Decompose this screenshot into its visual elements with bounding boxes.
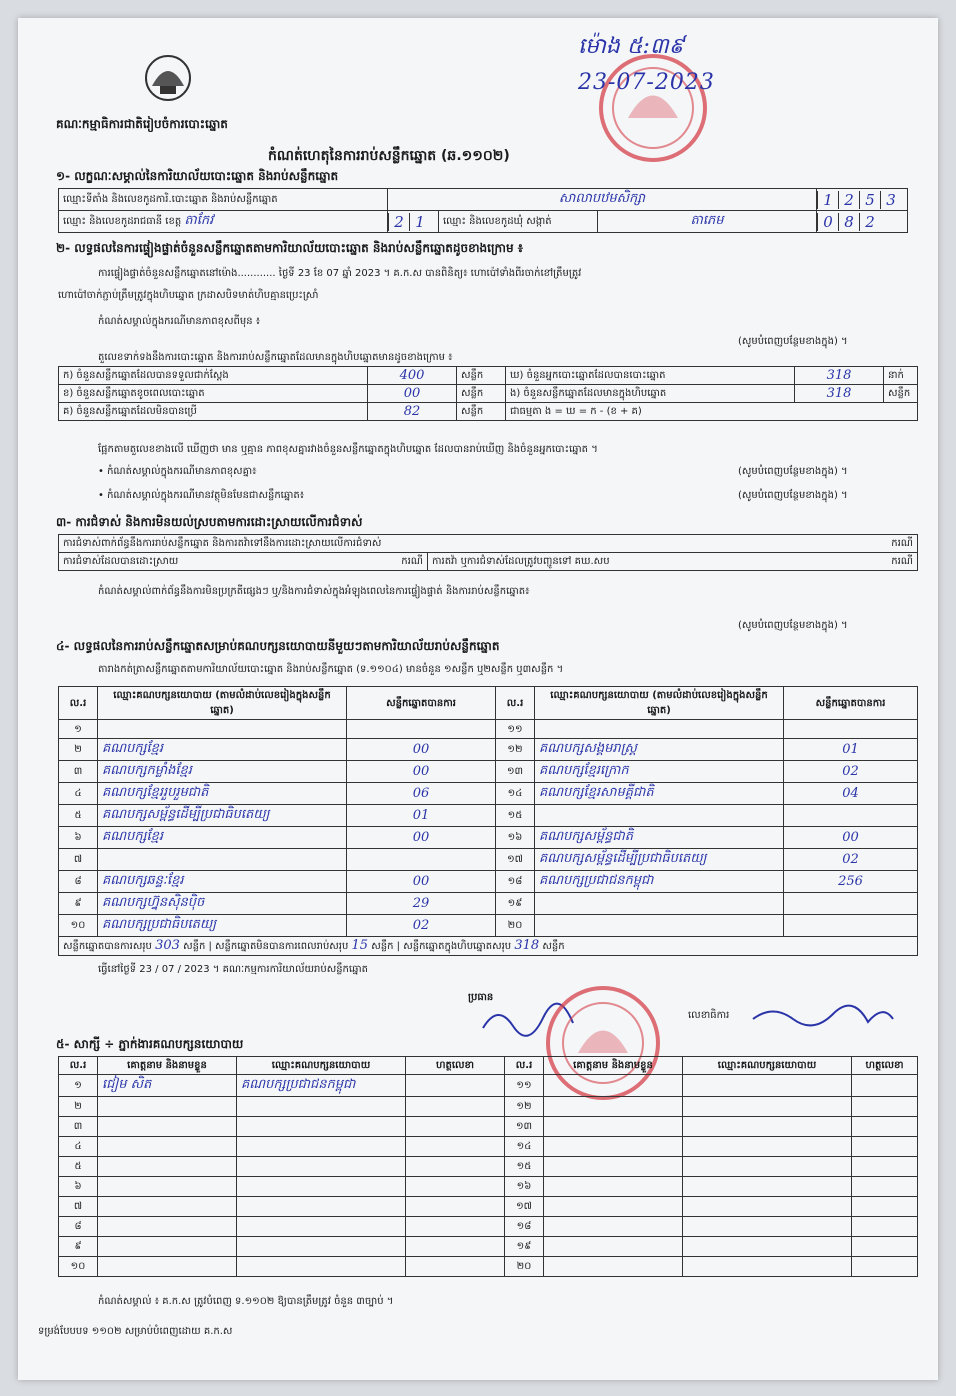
objection-row: ការជំទាស់ពាក់ព័ន្ធនឹងការរាប់សន្លឹកឆ្នោត និងការតវ៉ាទៅនឹងការដោះស្រាយលើការជំទាស់ ករណី bbox=[59, 535, 918, 553]
party-name: គណបក្សសម្ព័ន្ធជាតិ bbox=[535, 827, 784, 849]
table-row: ៦ គណបក្សខ្មែរ 00 ១៦ គណបក្សសម្ព័ន្ធជាតិ 00 bbox=[59, 827, 918, 849]
table-row: ៨ គណបក្សឆន្ទៈខ្មែរ 00 ១៨ គណបក្សប្រជាជនកម្ពុជា 256 bbox=[59, 871, 918, 893]
witness-signature bbox=[852, 1117, 918, 1137]
section3-note-hint: (សូមបំពេញបន្ថែមខាងក្នុង) ។ bbox=[738, 620, 848, 631]
witness-party bbox=[237, 1137, 406, 1157]
witness-signature bbox=[406, 1075, 505, 1097]
witness-party bbox=[683, 1217, 852, 1237]
party-name: គណបក្សកម្លាំងខ្មែរ bbox=[98, 761, 347, 783]
witness-name bbox=[98, 1197, 237, 1217]
witness-name bbox=[544, 1097, 683, 1117]
witness-name bbox=[544, 1117, 683, 1137]
witness-signature bbox=[852, 1237, 918, 1257]
section1-table bbox=[58, 188, 908, 233]
witness-party bbox=[683, 1237, 852, 1257]
province-code: 2 1 bbox=[388, 211, 439, 233]
party-votes: 02 bbox=[784, 849, 918, 871]
nec-logo-icon bbox=[138, 46, 198, 106]
witness-signature bbox=[406, 1157, 505, 1177]
table-row: ៣ គណបក្សកម្លាំងខ្មែរ 00 ១៣ គណបក្សខ្មែរក្រោក 02 bbox=[59, 761, 918, 783]
party-votes bbox=[347, 849, 496, 871]
section2-line1: ការផ្ទៀងផ្ទាត់ចំនួនសន្លឹកឆ្នោតនៅម៉ោង............ ថ្ងៃទី 23 ខែ 07 ឆ្នាំ 2023 ។ គ.ក.ស បានពិនិត្យ៖ ហោប៉ៅទាំងពីរចាក់ខៅត្រឹមត្រូវ bbox=[98, 268, 582, 279]
witness-name bbox=[544, 1157, 683, 1177]
section5-title: ៥- សាក្សី ÷ ភ្នាក់ងារគណបក្សនយោបាយ bbox=[56, 1037, 244, 1051]
party-votes: 01 bbox=[784, 739, 918, 761]
witness-party bbox=[237, 1157, 406, 1177]
party-name: គណបក្សខ្មែរក្រោក bbox=[535, 761, 784, 783]
party-name bbox=[98, 849, 347, 871]
witness-party bbox=[237, 1237, 406, 1257]
total-invalid-value: 15 bbox=[351, 938, 369, 953]
section3-table bbox=[58, 534, 918, 571]
witness-table: ល.រ គោត្តនាម និងនាមខ្លួន ឈ្មោះគណបក្សនយោបាយ ហត្ថលេខា ល.រ គោត្តនាម និងនាមខ្លួន ឈ្មោះគណបក្សនយោបាយ ហត្ថលេខា ១ ជៀម សិត គណបក្សប្រជាជនកម្ពុជា ១១ ២ ១២ ៣ ១៣ ៤ ១៤ ៥ ១៥ ៦ ១៦ ៧ ១៧ ៨ ១៨ ៩ ១៩ ១០ ២០ bbox=[58, 1056, 918, 1277]
section1-title: ១- លក្ខណៈសម្គាល់នៃការិយាល័យបោះឆ្នោត និងរាប់សន្លឹកឆ្នោត bbox=[56, 169, 339, 183]
counts-table bbox=[58, 366, 918, 421]
table-row: ៨ ១៨ bbox=[59, 1217, 918, 1237]
party-votes: 29 bbox=[347, 893, 496, 915]
table-row: ៣ ១៣ bbox=[59, 1117, 918, 1137]
section2-intro: តួលេខទាក់ទងនឹងការបោះឆ្នោត និងការរាប់សន្លឹកឆ្នោតដែលមានក្នុងហិបឆ្នោតមានដូចខាងក្រោម ៖ bbox=[98, 352, 453, 363]
witness-party bbox=[237, 1177, 406, 1197]
party-votes bbox=[784, 915, 918, 937]
party-name: គណបក្សហ្វ៊ុនស៊ិនប៉ិច bbox=[98, 893, 347, 915]
bottom-note: ទម្រង់បែបបទ ១១០២ សម្រាប់បំពេញដោយ គ.ក.ស bbox=[38, 1326, 233, 1337]
province-value: តាកែវ bbox=[184, 213, 214, 228]
table-row: ៤ គណបក្សខ្មែររួបរួមជាតិ 06 ១៤ គណបក្សខ្មែរសាមគ្គីជាតិ 04 bbox=[59, 783, 918, 805]
party-votes: 00 bbox=[347, 739, 496, 761]
secretary-signature-icon bbox=[748, 994, 898, 1034]
party-name bbox=[535, 893, 784, 915]
party-name: គណបក្សសង្គមរាស្ត្រ bbox=[535, 739, 784, 761]
commune-code: 0 8 2 bbox=[817, 211, 908, 233]
table-row: ៩ ១៩ bbox=[59, 1237, 918, 1257]
witness-signature bbox=[852, 1157, 918, 1177]
witness-party bbox=[683, 1075, 852, 1097]
witness-signature bbox=[852, 1075, 918, 1097]
total-valid-value: 303 bbox=[155, 938, 180, 953]
party-votes: 04 bbox=[784, 783, 918, 805]
province-label: ឈ្មោះ និងលេខកូដរាជធានី ខេត្ត តាកែវ bbox=[59, 211, 388, 233]
party-votes: 256 bbox=[784, 871, 918, 893]
witness-signature bbox=[406, 1237, 505, 1257]
party-votes: 00 bbox=[784, 827, 918, 849]
form-title: កំណត់ហេតុនៃការរាប់សន្លឹកឆ្នោត (ឆ.១១០២) bbox=[268, 148, 510, 164]
section2-bullet1-hint: (សូមបំពេញបន្ថែមខាងក្នុង) ។ bbox=[738, 466, 848, 477]
counts-row: ក) ចំនួនសន្លឹកឆ្នោតដែលបានទទួលជាក់ស្តែង 400 សន្លឹក ឃ) ចំនួនអ្នកបោះឆ្នោតដែលបានបោះឆ្នោត 318 នាក់ bbox=[59, 367, 918, 385]
witness-party bbox=[683, 1197, 852, 1217]
party-name bbox=[535, 805, 784, 827]
party-name bbox=[535, 915, 784, 937]
section3-note: កំណត់សម្គាល់ពាក់ព័ន្ធនឹងការមិនប្រក្រតីផ្សេងៗ ឬ/និងការជំទាស់ក្នុងអំឡុងពេលនៃការផ្ទៀងផ្ទាត់ និងការរាប់សន្លឹកឆ្នោត៖ bbox=[98, 586, 530, 597]
witness-name bbox=[98, 1177, 237, 1197]
results-body bbox=[59, 720, 918, 937]
table-row: ៩ គណបក្សហ្វ៊ុនស៊ិនប៉ិច 29 ១៩ bbox=[59, 893, 918, 915]
table-row: ៧ ១៧ គណបក្សសម្ព័ន្ធដើម្បីប្រជាធិបតេយ្យ 02 bbox=[59, 849, 918, 871]
section4-intro: តារាងកត់ត្រាសន្លឹកឆ្នោតតាមការិយាល័យបោះឆ្នោត និងរាប់សន្លឹកឆ្នោត (ទ.១១០៤) មានចំនួន ១សន្លឹក ឬ២សន្លឹក ឬ៣សន្លឹក ។ bbox=[98, 664, 564, 675]
table-row: ១ ជៀម សិត គណបក្សប្រជាជនកម្ពុជា ១១ bbox=[59, 1075, 918, 1097]
totals-row: សន្លឹកឆ្នោតបានការសរុប 303 សន្លឹក | សន្លឹកឆ្នោតមិនបានការពេលរាប់សរុប 15 សន្លឹក | សន្លឹកឆ្នោតក្នុងហិបឆ្នោតសរុប 318 សន្លឹក bbox=[59, 937, 918, 956]
results-table: ល.រ ឈ្មោះគណបក្សនយោបាយ (តាមលំដាប់លេខរៀងក្នុងសន្លឹកឆ្នោត) សន្លឹកឆ្នោតបានការ ល.រ ឈ្មោះគណបក្សនយោបាយ (តាមលំដាប់លេខរៀងក្នុងសន្លឹកឆ្នោត) សន្លឹកឆ្នោតបានការ ១ ១១ ២ គណបក្សខ្មែរ 00 ១២ គណបក្សសង្គមរាស្ត្រ 01 ៣ គណបក្សកម្លាំងខ្មែរ 00 ១៣ គណបក្សខ្មែរក្រោក 02 ៤ គណបក្សខ្មែររួបរួមជាតិ 06 ១៤ គណបក្សខ្មែរសាមគ្គីជាតិ 04 ៥ គណបក្សសម្ព័ន្ធដើម្បីប្រជាធិបតេយ្យ 01 ១៥ ៦ គណបក្សខ្មែរ 00 ១៦ គណបក្សសម្ព័ន្ធជាតិ 00 ៧ ១៧ គណបក្សសម្ព័ន្ធដើម្បីប្រជាធិបតេយ្យ 02 ៨ គណបក្សឆន្ទៈខ្មែរ 00 ១៨ គណបក្សប្រជាជនកម្ពុជា 256 ៩ គណបក្សហ្វ៊ុនស៊ិនប៉ិច 29 ១៩ ១០ គណបក្សប្រជាធិបតេយ្យ 02 ២០ សន្លឹកឆ្នោតបានការសរុប 303 សន្លឹក | សន្លឹកឆ្នោតមិនបានការពេលរាប់សរុប 15 សន្លឹក | សន្លឹកឆ្នោតក្នុងហិបឆ្នោតសរុប 318 សន្លឹក bbox=[58, 686, 918, 956]
handwritten-date: 23-07-2023 bbox=[578, 70, 715, 95]
location-label: ឈ្មោះទីតាំង និងលេខកូដការិ.បោះឆ្នោត និងរាប់សន្លឹកឆ្នោត bbox=[59, 189, 388, 211]
witness-name bbox=[98, 1097, 237, 1117]
party-name: គណបក្សខ្មែរសាមគ្គីជាតិ bbox=[535, 783, 784, 805]
table-row: ៦ ១៦ bbox=[59, 1177, 918, 1197]
witness-party bbox=[683, 1177, 852, 1197]
table-row: ៧ ១៧ bbox=[59, 1197, 918, 1217]
witness-name bbox=[544, 1177, 683, 1197]
witness-party bbox=[683, 1137, 852, 1157]
party-votes: 00 bbox=[347, 827, 496, 849]
section2-note-hint: (សូមបំពេញបន្ថែមខាងក្នុង) ។ bbox=[738, 336, 848, 347]
witness-name bbox=[98, 1137, 237, 1157]
witness-party bbox=[683, 1157, 852, 1177]
witness-party bbox=[237, 1117, 406, 1137]
section2-bullet1: • កំណត់សម្គាល់ក្នុងករណីមានភាពខុសគ្នា៖ bbox=[98, 466, 257, 477]
forwarded-objection: ការតវ៉ា ឬការជំទាស់ដែលត្រូវបញ្ជូនទៅ គឃ.សប ករណី bbox=[428, 553, 918, 571]
commune-label: ឈ្មោះ និងលេខកូដឃុំ សង្កាត់ bbox=[439, 211, 598, 233]
party-name: គណបក្សសម្ព័ន្ធដើម្បីប្រជាធិបតេយ្យ bbox=[98, 805, 347, 827]
witness-party bbox=[237, 1197, 406, 1217]
table-row: ២ ១២ bbox=[59, 1097, 918, 1117]
section2-title: ២- លទ្ធផលនៃការផ្ទៀងផ្ទាត់ចំនួនសន្លឹកឆ្នោតតាមការិយាល័យបោះឆ្នោត និងរាប់សន្លឹកឆ្នោតដូចខាងក្រោម ៖ bbox=[56, 241, 524, 255]
table-row: ២ គណបក្សខ្មែរ 00 ១២ គណបក្សសង្គមរាស្ត្រ 01 bbox=[59, 739, 918, 761]
location-code: 1 2 5 3 bbox=[817, 189, 908, 211]
document-page bbox=[18, 18, 938, 1380]
party-votes: 02 bbox=[347, 915, 496, 937]
table-row: ៤ ១៤ bbox=[59, 1137, 918, 1157]
unused-ballots-value: 82 bbox=[368, 403, 457, 421]
resolved-objection: ការជំទាស់ដែលបានដោះស្រាយ ករណី bbox=[59, 553, 428, 571]
counts-row: ខ) ចំនួនសន្លឹកឆ្នោតខូចពេលបោះឆ្នោត 00 សន្លឹក ង) ចំនួនសន្លឹកឆ្នោតដែលមានក្នុងហិបឆ្នោត 318 សន្លឹក bbox=[59, 385, 918, 403]
witness-signature bbox=[852, 1177, 918, 1197]
witness-signature bbox=[852, 1197, 918, 1217]
witness-name bbox=[98, 1157, 237, 1177]
section2-line2: ហោប៉ៅចាក់ភ្ជាប់ត្រឹមត្រូវក្នុងហិបឆ្នោត ក្រដាសបិទមាត់ហិបគ្មានប្រេះស្រាំ bbox=[58, 290, 319, 301]
witness-body bbox=[59, 1075, 918, 1277]
witness-name bbox=[544, 1075, 683, 1097]
party-votes: 06 bbox=[347, 783, 496, 805]
party-votes: 02 bbox=[784, 761, 918, 783]
witness-signature bbox=[406, 1117, 505, 1137]
witness-party bbox=[683, 1257, 852, 1277]
witness-name bbox=[544, 1257, 683, 1277]
witness-signature bbox=[852, 1137, 918, 1157]
witness-party bbox=[237, 1217, 406, 1237]
witness-name: ជៀម សិត bbox=[98, 1075, 237, 1097]
witness-signature bbox=[406, 1097, 505, 1117]
party-name: គណបក្សខ្មែរ bbox=[98, 827, 347, 849]
received-ballots-value: 400 bbox=[368, 367, 457, 385]
footnote: កំណត់សម្គាល់ ៖ គ.ក.ស ត្រូវបំពេញ ទ.១១០២ ឱ្យបានត្រឹមត្រូវ ចំនួន ៣ច្បាប់ ។ bbox=[98, 1296, 394, 1307]
party-name: គណបក្សខ្មែរ bbox=[98, 739, 347, 761]
section2-bullet2-hint: (សូមបំពេញបន្ថែមខាងក្នុង) ។ bbox=[738, 490, 848, 501]
chair-label: ប្រធាន bbox=[468, 992, 494, 1003]
table-row: ៥ គណបក្សសម្ព័ន្ធដើម្បីប្រជាធិបតេយ្យ 01 ១៥ bbox=[59, 805, 918, 827]
witness-name bbox=[98, 1237, 237, 1257]
party-name: គណបក្សខ្មែររួបរួមជាតិ bbox=[98, 783, 347, 805]
commune-value: តាភេម bbox=[598, 211, 817, 233]
section2-note1: កំណត់សម្គាល់ក្នុងករណីមានភាពខុសពីមុន ៖ bbox=[98, 316, 261, 327]
location-value: សាលាបឋមសិក្សា bbox=[388, 189, 817, 211]
spoiled-ballots-value: 00 bbox=[368, 385, 457, 403]
witness-name bbox=[544, 1217, 683, 1237]
witness-party bbox=[237, 1097, 406, 1117]
witness-signature bbox=[852, 1257, 918, 1277]
section2-bullet2: • កំណត់សម្គាល់ក្នុងករណីមានវត្ថុមិនមែនជាសន្លឹកឆ្នោត៖ bbox=[98, 490, 305, 501]
witness-signature bbox=[406, 1257, 505, 1277]
witness-signature bbox=[406, 1197, 505, 1217]
total-box-value: 318 bbox=[514, 938, 540, 953]
party-votes bbox=[784, 720, 918, 739]
section2-check-line: ផ្អែកតាមតួលេខខាងលើ ឃើញថា មាន ឬគ្មាន ភាពខុសគ្នារវាងចំនួនសន្លឹកឆ្នោតក្នុងហិបឆ្នោត ដែលបានរាប់ឃើញ និងចំនួនអ្នកបោះឆ្នោត ។ bbox=[98, 444, 598, 455]
witness-name bbox=[544, 1237, 683, 1257]
party-votes bbox=[784, 893, 918, 915]
witness-signature bbox=[406, 1137, 505, 1157]
table-row: ១០ គណបក្សប្រជាធិបតេយ្យ 02 ២០ bbox=[59, 915, 918, 937]
table-row: ១ ១១ bbox=[59, 720, 918, 739]
section4-title: ៤- លទ្ធផលនៃការរាប់សន្លឹកឆ្នោតសម្រាប់គណបក្សនយោបាយនីមួយៗតាមការិយាល័យរាប់សន្លឹកឆ្នោត bbox=[56, 639, 500, 653]
table-row: ៥ ១៥ bbox=[59, 1157, 918, 1177]
ballots-in-box-value: 318 bbox=[795, 385, 884, 403]
witness-signature bbox=[852, 1217, 918, 1237]
witness-name bbox=[544, 1197, 683, 1217]
handwritten-time: ម៉ោង ៥:៣៩ bbox=[578, 34, 685, 59]
witness-signature bbox=[406, 1217, 505, 1237]
date-line: ធ្វើនៅថ្ងៃទី 23 / 07 / 2023 ។ គណៈកម្មការការិយាល័យរាប់សន្លឹកឆ្នោត bbox=[98, 964, 368, 975]
party-name bbox=[98, 720, 347, 739]
witness-name bbox=[544, 1137, 683, 1157]
witness-signature bbox=[406, 1177, 505, 1197]
witness-name bbox=[98, 1117, 237, 1137]
witness-party bbox=[683, 1097, 852, 1117]
witness-party: គណបក្សប្រជាជនកម្ពុជា bbox=[237, 1075, 406, 1097]
party-name bbox=[535, 720, 784, 739]
witness-signature bbox=[852, 1097, 918, 1117]
party-name: គណបក្សសម្ព័ន្ធដើម្បីប្រជាធិបតេយ្យ bbox=[535, 849, 784, 871]
witness-party bbox=[237, 1257, 406, 1277]
party-name: គណបក្សប្រជាធិបតេយ្យ bbox=[98, 915, 347, 937]
witness-party bbox=[683, 1117, 852, 1137]
party-votes: 01 bbox=[347, 805, 496, 827]
party-votes: 00 bbox=[347, 761, 496, 783]
party-votes: 00 bbox=[347, 871, 496, 893]
party-votes bbox=[784, 805, 918, 827]
voters-value: 318 bbox=[795, 367, 884, 385]
table-row: ១០ ២០ bbox=[59, 1257, 918, 1277]
witness-name bbox=[98, 1217, 237, 1237]
party-votes bbox=[347, 720, 496, 739]
section3-title: ៣- ការជំទាស់ និងការមិនយល់ស្របតាមការដោះស្រាយលើការជំទាស់ bbox=[56, 515, 363, 529]
party-name: គណបក្សឆន្ទៈខ្មែរ bbox=[98, 871, 347, 893]
witness-name bbox=[98, 1257, 237, 1277]
secretary-label: លេខាធិការ bbox=[688, 1010, 730, 1021]
counts-row: គ) ចំនួនសន្លឹកឆ្នោតដែលមិនបានប្រើ 82 សន្លឹក ជាធម្មតា ង = ឃ = ក - (ខ + គ) bbox=[59, 403, 918, 421]
org-name: គណៈកម្មាធិការជាតិរៀបចំការបោះឆ្នោត bbox=[56, 117, 228, 131]
party-name: គណបក្សប្រជាជនកម្ពុជា bbox=[535, 871, 784, 893]
